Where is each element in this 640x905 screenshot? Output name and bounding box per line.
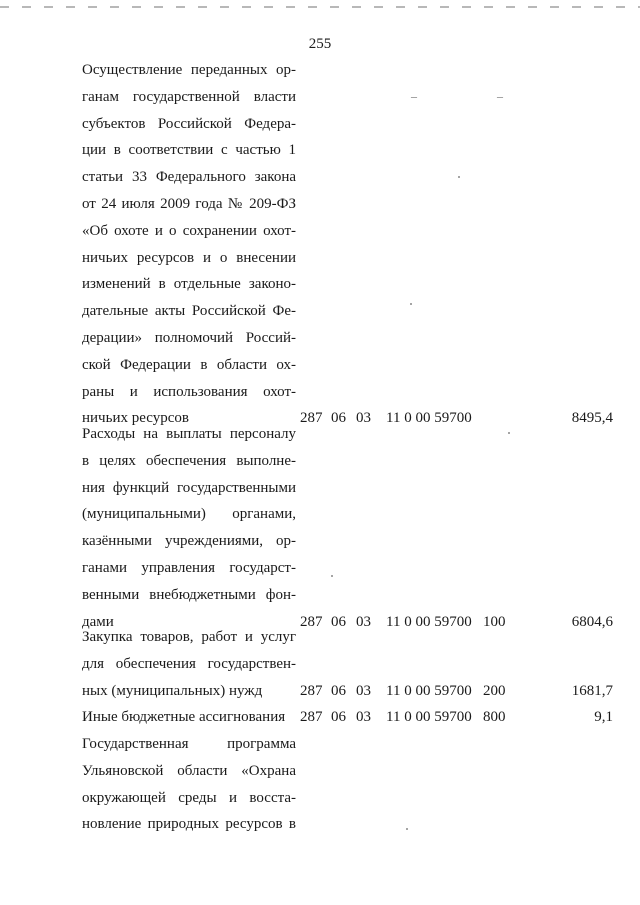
grbs-code: 287 [300, 613, 323, 630]
section-code: 06 [331, 682, 346, 699]
scan-speck [458, 176, 460, 178]
description-line: венными внебюджетными фон- [82, 586, 296, 603]
expense-type-code: 100 [483, 613, 506, 630]
grbs-code: 287 [300, 410, 323, 427]
description-line: Иные бюджетные ассигнования [82, 709, 286, 725]
row-description [82, 624, 296, 704]
subsection-code: 03 [356, 709, 371, 725]
scan-mark: – [497, 89, 503, 103]
subsection-code: 03 [356, 410, 371, 427]
section-code: 06 [331, 410, 346, 427]
description-line: статьи 33 Федерального закона [82, 169, 296, 186]
row-description [82, 704, 296, 731]
expense-type-code: 200 [483, 682, 506, 699]
description-line: для обеспечения государствен- [82, 655, 296, 672]
description-line: ничьих ресурсов и о внесении [82, 249, 296, 266]
scan-speck [410, 303, 412, 305]
target-article-code: 11 0 00 59700 [386, 682, 472, 699]
description-line: ской Федерации в области ох- [82, 356, 296, 373]
row-description [82, 421, 296, 635]
description-line: дами [82, 613, 114, 630]
scan-mark: – [411, 89, 417, 103]
target-article-code: 11 0 00 59700 [386, 613, 472, 630]
row-description [82, 731, 296, 838]
scan-speck [406, 828, 408, 830]
description-line: новление природных ресурсов в [82, 816, 296, 833]
description-line: Ульяновской области «Охрана [82, 762, 296, 779]
description-line: ганами управления государст- [82, 559, 296, 576]
amount: 6804,6 [571, 613, 613, 630]
target-article-code: 11 0 00 59700 [386, 410, 472, 427]
description-line: казёнными учреждениями, ор- [82, 533, 296, 550]
description-line: субъектов Российской Федера- [82, 115, 296, 132]
page-number: 255 [308, 36, 332, 52]
subsection-code: 03 [356, 613, 371, 630]
description-line: Расходы на выплаты персоналу [82, 426, 296, 442]
amount: 1681,7 [571, 682, 613, 699]
amount: 9,1 [594, 709, 613, 725]
section-code: 06 [331, 613, 346, 630]
description-line: ных (муниципальных) нужд [82, 682, 263, 699]
description-line: от 24 июля 2009 года № 209-ФЗ [82, 195, 296, 212]
grbs-code: 287 [300, 709, 323, 725]
description-line: (муниципальными) органами, [82, 506, 296, 523]
description-line: Осуществление переданных ор- [82, 62, 296, 78]
scan-top-edge [0, 6, 640, 8]
description-line: ганам государственной власти [82, 88, 296, 105]
scan-speck [508, 432, 510, 434]
scan-speck [331, 575, 333, 577]
description-line: раны и использования охот- [82, 383, 296, 400]
grbs-code: 287 [300, 682, 323, 699]
description-line: Закупка товаров, работ и услуг [82, 629, 296, 645]
target-article-code: 11 0 00 59700 [386, 709, 472, 725]
amount: 8495,4 [571, 410, 613, 427]
description-line: «Об охоте и о сохранении охот- [82, 222, 296, 239]
description-line: ничьих ресурсов [82, 410, 189, 427]
description-line: дерации» полномочий Россий- [82, 329, 296, 346]
row-description [82, 57, 296, 432]
description-line: в целях обеспечения выполне- [82, 452, 296, 469]
description-line: окружающей среды и восста- [82, 789, 296, 806]
description-line: изменений в отдельные законо- [82, 276, 296, 293]
section-code: 06 [331, 709, 346, 725]
subsection-code: 03 [356, 682, 371, 699]
expense-type-code: 800 [483, 709, 506, 725]
description-line: ции в соответствии с частью 1 [82, 142, 296, 159]
description-line: Государственная программа [82, 736, 296, 752]
description-line: дательные акты Российской Фе- [82, 303, 296, 320]
description-line: ния функций государственными [82, 479, 296, 496]
